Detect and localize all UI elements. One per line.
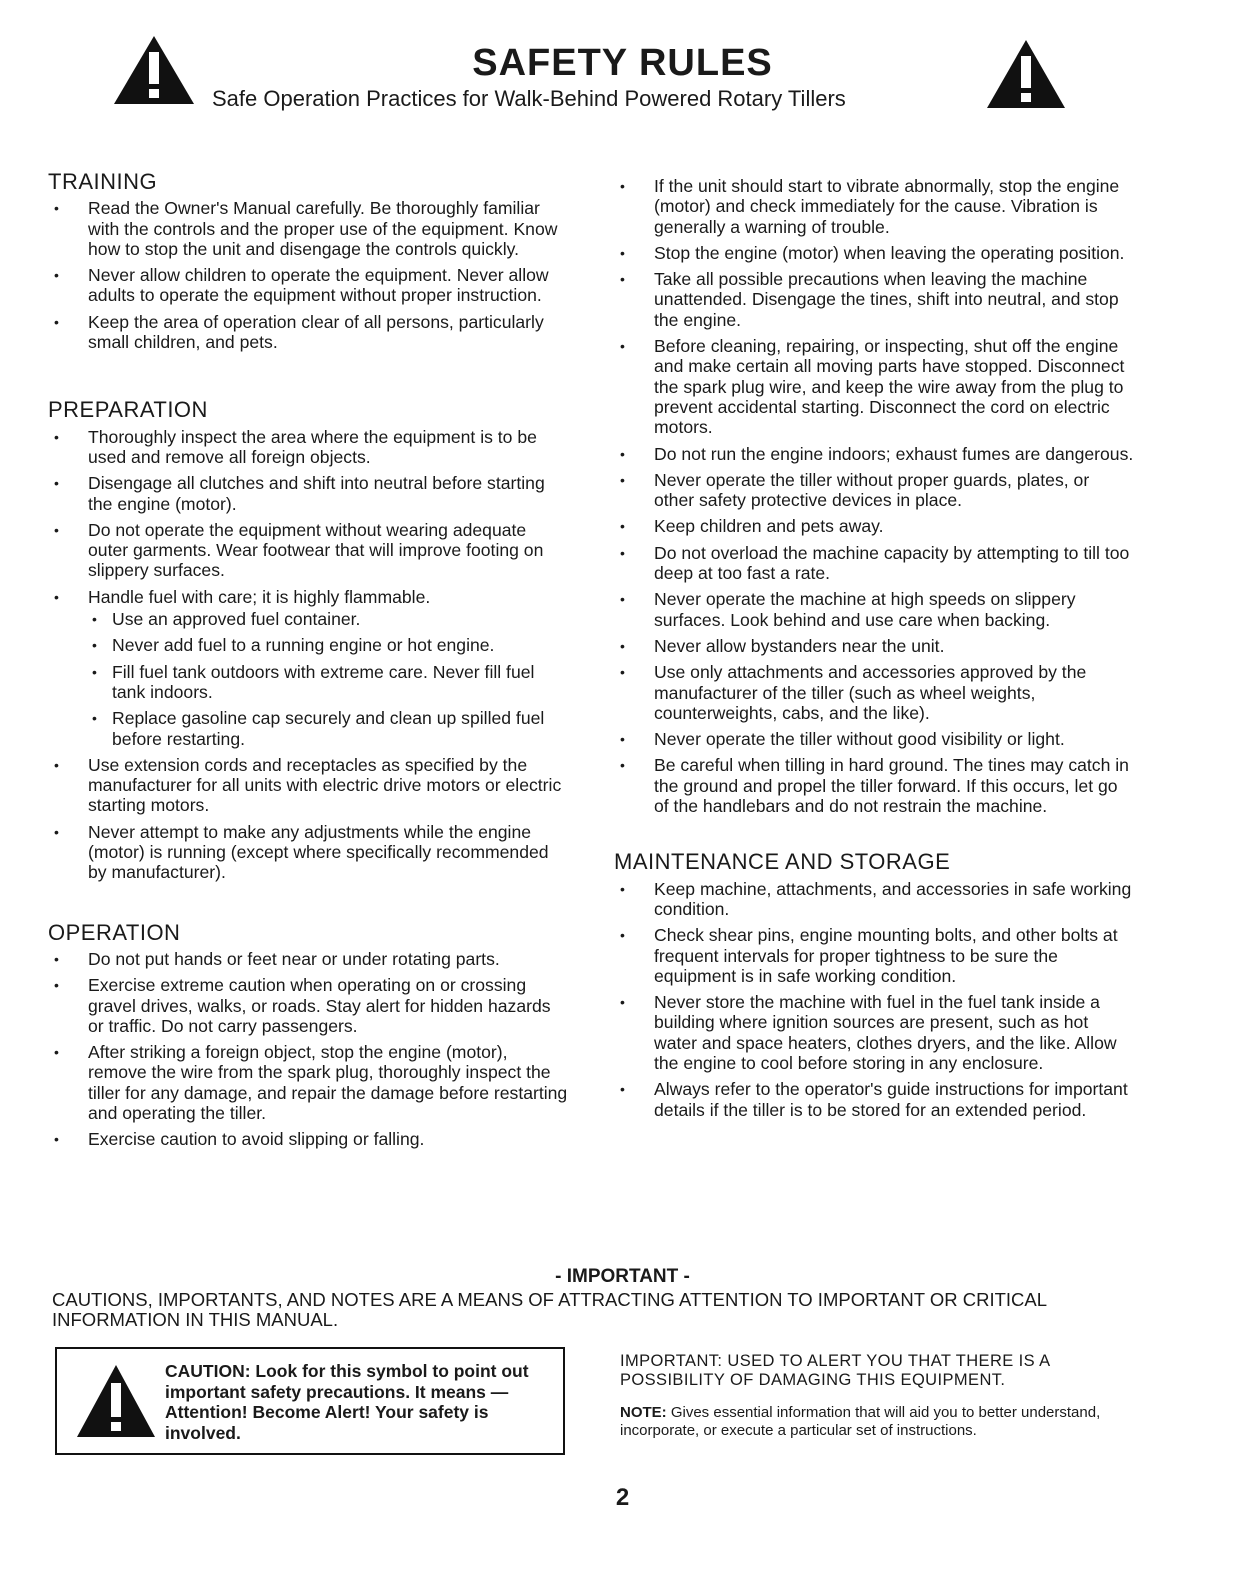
list-item-text: Never allow children to operate the equipment. Never allow adults to operate the equipment without proper instruction. [88,265,549,306]
list-item [614,662,1134,723]
list-item [48,949,568,969]
list-item-text: Keep machine, attachments, and accessories in safe working condition. [654,878,1132,919]
bullet-list [614,879,1134,1120]
list-item [48,755,568,816]
page-header [0,0,1245,140]
list-item [48,198,568,259]
section [48,169,568,353]
list-item [48,265,568,306]
list-item-text: Use extension cords and receptacles as specified by the manufacturer for all units with electric drive motors or electric starting motors. [88,754,562,816]
list-item-text: Exercise caution to avoid slipping or falling. [88,1129,425,1150]
list-item [614,176,1134,237]
list-item-text: Do not run the engine indoors; exhaust fumes are dangerous. [654,443,1134,464]
note-label: NOTE: [620,1404,667,1421]
list-item-text: Keep the area of operation clear of all persons, particularly small children, and pets. [88,311,544,353]
list-item [48,822,568,883]
warning-triangle-icon [75,1363,157,1439]
list-item-text: Thoroughly inspect the area where the equipment is to be used and remove all foreign objects. [88,426,537,467]
sub-list-item: • Never add fuel to a running engine or hot engine. [88,635,568,655]
sub-list-item: • Use an approved fuel container. [88,609,568,629]
list-item [48,1129,568,1149]
list-item [614,243,1134,263]
list-item-text: Check shear pins, engine mounting bolts, and other bolts at frequent intervals for proper tightness to be sure the equipment is in safe working condition. [654,925,1118,986]
list-item-text: Never allow bystanders near the unit. [654,635,945,656]
list-item-text: Do not put hands or feet near or under rotating parts. [88,948,500,969]
list-item [48,312,568,353]
list-item-text: Before cleaning, repairing, or inspecting, shut off the engine and make certain all moving parts have stopped. Disconnect the spark plug wire, and keep the wire away from the plug to prevent accidental starting. Disconnect the cord on electric motors. [654,336,1125,438]
list-item [614,543,1134,584]
list-item-text: Take all possible precautions when leaving the machine unattended. Disengage the tines, shift into neutral, and stop the engine. [654,269,1119,330]
list-item-text: Never operate the tiller without proper guards, plates, or other safety protective devices in place. [654,469,1090,511]
list-item [614,992,1134,1073]
page-subtitle: Safe Operation Practices for Walk-Behind Powered Rotary Tillers [212,86,846,111]
sub-list-item: • Fill fuel tank outdoors with extreme care. Never fill fuel tank indoors. [88,662,568,703]
list-item-text: Use only attachments and accessories approved by the manufacturer of the tiller (such as wheel weights, counterweights, cabs, and the like). [654,662,1087,723]
list-item [48,427,568,468]
list-item [614,925,1134,986]
list-item [48,520,568,581]
list-item [614,444,1134,464]
page-title: SAFETY RULES [472,42,773,84]
list-item [614,470,1134,511]
list-item [614,879,1134,920]
list-item-text: Handle fuel with care; it is highly flammable. [88,586,431,607]
page-number: 2 [615,1484,630,1511]
section-heading: MAINTENANCE AND STORAGE [614,849,951,875]
sub-list-item: • Replace gasoline cap securely and clean up spilled fuel before restarting. [88,708,568,749]
list-item-text: Do not operate the equipment without wearing adequate outer garments. Wear footwear that will improve footing on slippery surfaces. [88,519,544,581]
warning-triangle-icon [985,38,1067,110]
list-item-text: Always refer to the operator's guide instructions for important details if the tiller is to be stored for an extended period. [654,1079,1128,1120]
left-column [48,169,568,1156]
bullet-list [48,198,568,352]
list-item-text: Read the Owner's Manual carefully. Be thoroughly familiar with the controls and the proper use of the equipment. Know how to stop the unit and disengage the controls quickly. [88,198,558,259]
list-item [614,516,1134,536]
note-definition [620,1404,1140,1439]
note-text: Gives essential information that will aid you to better understand, incorporate, or execute a particular set of instructions. [620,1404,1101,1439]
list-item-text: After striking a foreign object, stop the engine (motor), remove the wire from the spark plug, thoroughly inspect the tiller for any damage, and repair the damage before restarting and operating the tiller. [88,1042,568,1123]
list-item [48,473,568,514]
list-item-text: Be careful when tilling in hard ground. The tines may catch in the ground and propel the tiller forward. If this occurs, let go of the handlebars and do not restrain the machine. [654,755,1129,817]
list-item-text: Keep children and pets away. [654,516,884,537]
caution-text: CAUTION: Look for this symbol to point out important safety precautions. It means —Attention! Become Alert! Your safety is involved. [165,1361,529,1443]
list-item [48,587,568,749]
notes-block [620,1352,1140,1439]
right-column [614,176,1134,1126]
section [614,176,1134,816]
list-item [48,1042,568,1123]
list-item [48,975,568,1036]
list-item-text: Never operate the tiller without good visibility or light. [654,729,1065,750]
list-item-text: Never operate the machine at high speeds on slippery surfaces. Look behind and use care when backing. [654,589,1076,630]
list-item [614,636,1134,656]
list-item-text: Do not overload the machine capacity by attempting to till too deep at too fast a rate. [654,542,1130,584]
list-item-text: Never attempt to make any adjustments while the engine (motor) is running (except where specifically recommended by manufacturer). [88,821,549,883]
section [614,849,1134,1120]
sub-bullet-list [88,609,568,749]
important-notice-text: CAUTIONS, IMPORTANTS, AND NOTES ARE A MEANS OF ATTRACTING ATTENTION TO IMPORTANT OR CRITICAL INFORMATION IN THIS MANUAL. [52,1289,1047,1330]
section [48,397,568,883]
important-definition: IMPORTANT: USED TO ALERT YOU THAT THERE IS A POSSIBILITY OF DAMAGING THIS EQUIPMENT. [620,1352,1050,1389]
section [48,919,568,1150]
list-item [614,755,1134,816]
list-item-text: Stop the engine (motor) when leaving the operating position. [654,242,1125,263]
list-item [614,729,1134,749]
section-heading: TRAINING [48,169,158,194]
caution-box [55,1347,565,1455]
list-item-text: Disengage all clutches and shift into neutral before starting the engine (motor). [88,473,545,514]
list-item [614,1079,1134,1120]
list-item-text: If the unit should start to vibrate abnormally, stop the engine (motor) and check immediately for the cause. Vibration is generally a warning of trouble. [654,176,1120,237]
bullet-list [48,427,568,883]
bullet-list [614,176,1134,816]
section-heading: OPERATION [48,919,181,945]
list-item [614,269,1134,330]
important-heading: - IMPORTANT - [555,1266,690,1287]
list-item [614,336,1134,437]
section-heading: PREPARATION [48,397,208,423]
list-item [614,589,1134,630]
list-item-text: Exercise extreme caution when operating on or crossing gravel drives, walks, or roads. Stay alert for hidden hazards or traffic. Do not carry passengers. [88,975,551,1036]
list-item-text: Never store the machine with fuel in the fuel tank inside a building where ignition sources are present, such as hot water and space heaters, clothes dryers, and the like. Allow the engine to cool before storing in any enclosure. [654,992,1117,1073]
bullet-list [48,949,568,1150]
